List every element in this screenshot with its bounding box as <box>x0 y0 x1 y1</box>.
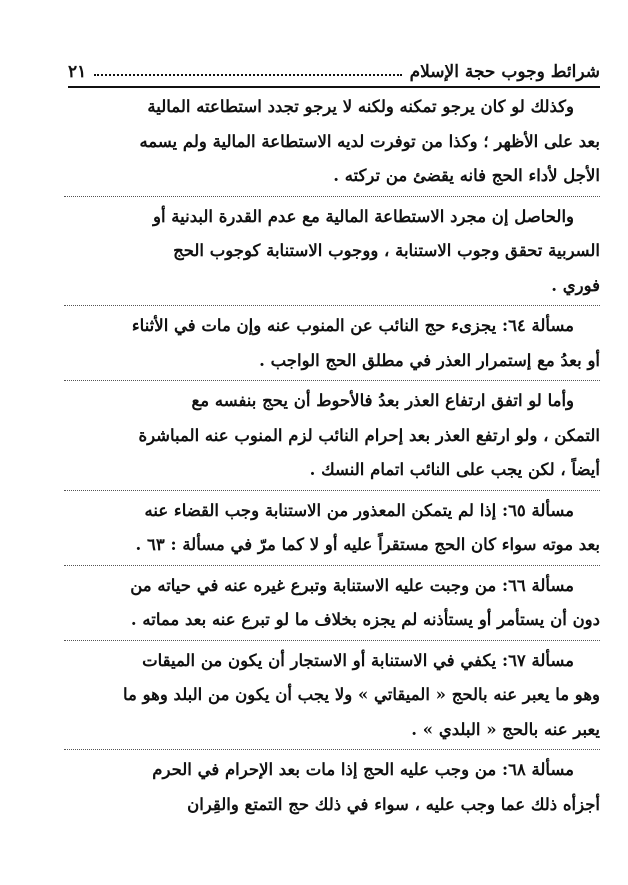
text-line: وكذلك لو كان يرجو تمكنه ولكنه لا يرجو تجدد استطاعته المالية <box>147 97 574 116</box>
paragraph <box>64 90 600 194</box>
text-line: مسألة ٦٤: يجزىء حج النائب عن المنوب عنه وإن مات في الأثناء <box>131 316 574 335</box>
paragraph <box>64 644 600 748</box>
text-line: والحاصل إن مجرد الاستطاعة المالية مع عدم القدرة البدنية أو <box>153 206 574 226</box>
paragraph <box>64 569 600 638</box>
running-title: شرائط وجوب حجة الإسلام <box>409 62 600 82</box>
paragraph <box>64 753 600 822</box>
text-line: يعبر عنه بالحج « البلدي » . <box>411 719 600 739</box>
text-line: فوري . <box>551 275 600 295</box>
text-line: بعد موته سواء كان الحج مستقراً عليه أو لا كما مرّ في مسألة : ٦٣ . <box>135 535 600 554</box>
paragraph-separator <box>64 490 600 491</box>
paragraph-separator <box>64 565 600 566</box>
text-line: أجزأه ذلك عما وجب عليه ، سواء في ذلك حج التمتع والقِران <box>187 794 600 814</box>
text-line: مسألة ٦٦: من وجبت عليه الاستنابة وتبرع غيره عنه في حياته من <box>130 575 574 595</box>
text-line: أيضاً ، لكن يجب على النائب اتمام النسك . <box>309 460 600 479</box>
text-line: أو بعدُ مع إستمرار العذر في مطلق الحج الواجب . <box>259 350 600 370</box>
paragraph <box>64 384 600 488</box>
paragraph-separator <box>64 640 600 641</box>
page-body <box>64 90 600 845</box>
page-number: ٢١ <box>68 62 87 82</box>
paragraph-separator <box>64 380 600 381</box>
text-line: الأجل لأداء الحج فانه يقضئ من تركته . <box>333 166 600 185</box>
text-line: التمكن ، ولو ارتفع العذر بعد إحرام النائب لزم المنوب عنه المباشرة <box>138 425 600 445</box>
paragraph <box>64 494 600 563</box>
paragraph-separator <box>64 305 600 306</box>
page-header <box>68 46 600 88</box>
text-line: بعد على الأظهر ؛ وكذا من توفرت لديه الاستطاعة المالية ولم يسمه <box>139 131 600 151</box>
text-line: وهو ما يعبر عنه بالحج « الميقاتي » ولا يجب أن يكون من البلد وهو ما <box>123 685 600 704</box>
text-line: دون أن يستأمر أو يستأذنه لم يجزه بخلاف ما لو تبرع عنه بعد مماته . <box>130 610 600 629</box>
text-line: السربية تحقق وجوب الاستنابة ، ووجوب الاستنابة كوجوب الحج <box>173 241 600 260</box>
header-dot-leader <box>94 74 401 76</box>
text-line: مسألة ٦٨: من وجب عليه الحج إذا مات بعد الإحرام في الحرم <box>152 760 574 779</box>
text-line: مسألة ٦٧: يكفي في الاستنابة أو الاستجار أن يكون من الميقات <box>142 650 574 670</box>
paragraph-separator <box>64 196 600 197</box>
text-line: مسألة ٦٥: إذا لم يتمكن المعذور من الاستنابة وجب القضاء عنه <box>144 500 574 520</box>
paragraph <box>64 309 600 378</box>
text-line: وأما لو اتفق ارتفاع العذر بعدُ فالأحوط أن يحج بنفسه مع <box>191 391 574 410</box>
paragraph-separator <box>64 749 600 750</box>
paragraph <box>64 200 600 304</box>
